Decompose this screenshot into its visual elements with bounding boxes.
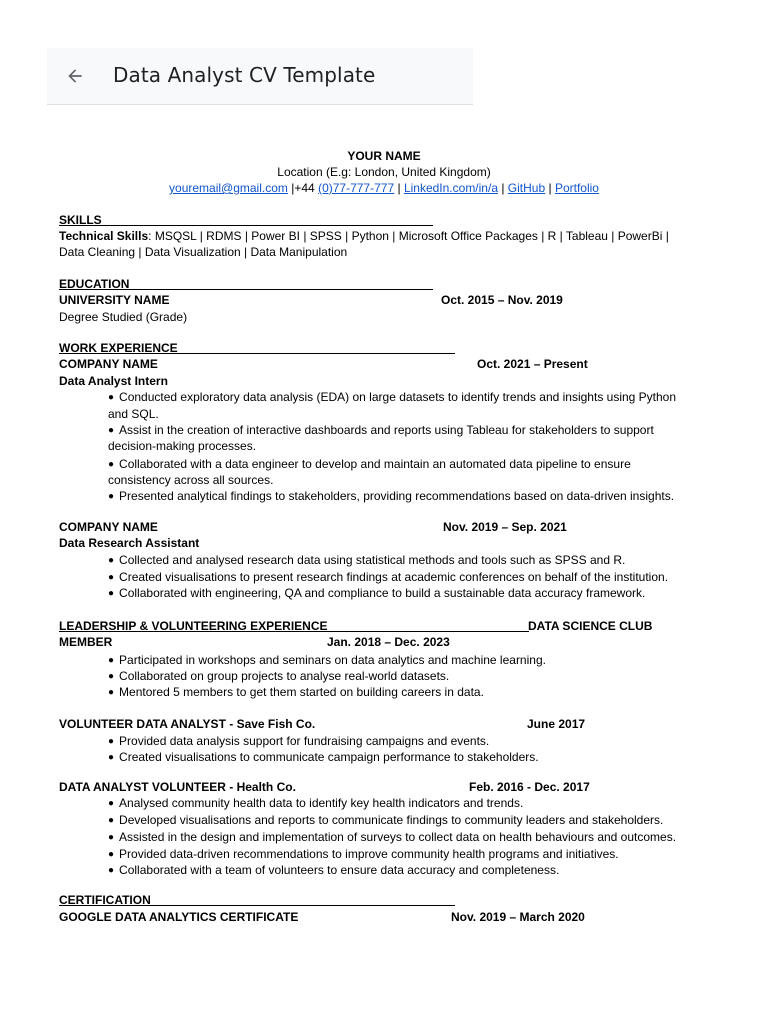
volunteer2-bullet-3: ● Assisted in the design and implementation of surveys to collect data on health behaviours and outcomes. xyxy=(108,829,676,847)
education-dates: Oct. 2015 – Nov. 2019 xyxy=(441,293,563,307)
volunteer1-org: - Save Fish Co. xyxy=(225,717,316,731)
job1-company: COMPANY NAME xyxy=(59,357,158,371)
job1-bullet-1-cont: and SQL. xyxy=(108,407,159,421)
phone-link[interactable]: (0)77-777-777 xyxy=(318,181,395,195)
skills-heading: SKILLS xyxy=(59,213,102,227)
back-button[interactable] xyxy=(61,62,89,90)
job1-dates: Oct. 2021 – Present xyxy=(477,357,588,371)
volunteer1-bullet-2: ● Created visualisations to communicate campaign performance to stakeholders. xyxy=(108,749,539,767)
cv-location: Location (E.g: London, United Kingdom) xyxy=(277,165,491,179)
volunteer2-header xyxy=(59,779,296,795)
skills-label: Technical Skills xyxy=(59,229,149,243)
phone-prefix: +44 xyxy=(294,181,315,195)
separator: | xyxy=(291,181,295,195)
education-heading: EDUCATION xyxy=(59,277,130,291)
certification-heading: CERTIFICATION xyxy=(59,893,151,907)
volunteer2-bullet-5: ● Collaborated with a team of volunteers to ensure data accuracy and completeness. xyxy=(108,862,559,880)
volunteer2-dates: Feb. 2016 - Dec. 2017 xyxy=(469,780,590,794)
volunteer1-title: VOLUNTEER DATA ANALYST xyxy=(59,717,226,731)
job1-role: Data Analyst Intern xyxy=(59,374,168,388)
job1-bullet-4: ● Presented analytical findings to stakeholders, providing recommendations based on data-driven insights. xyxy=(108,488,674,506)
separator: | xyxy=(501,181,508,195)
leadership-rule xyxy=(59,631,529,632)
volunteer2-bullet-4: ● Provided data-driven recommendations to improve community health programs and initiatives. xyxy=(108,846,619,864)
member-bullet-3: ● Mentored 5 members to get them started on building careers in data. xyxy=(108,684,484,702)
skills-line-2: Data Cleaning | Data Visualization | Data Manipulation xyxy=(59,245,348,259)
separator: | xyxy=(397,181,404,195)
skills-list: : MSQSL | RDMS | Power BI | SPSS | Python | Microsoft Office Packages | R | Tableau | PowerBi | xyxy=(148,229,669,243)
job1-bullet-1: ● Conducted exploratory data analysis (EDA) on large datasets to identify trends and insights using Python xyxy=(108,389,676,407)
certificate-dates: Nov. 2019 – March 2020 xyxy=(451,910,585,924)
member-bullet-2: ● Collaborated on group projects to analyse real-world datasets. xyxy=(108,668,449,686)
job1-bullet-2: ● Assist in the creation of interactive dashboards and reports using Tableau for stakeholders to support xyxy=(108,422,654,440)
volunteer1-dates: June 2017 xyxy=(527,717,586,731)
volunteer2-org: - Health Co. xyxy=(225,780,296,794)
job2-bullet-3: ● Collaborated with engineering, QA and compliance to build a sustainable data accuracy framework. xyxy=(108,585,645,603)
document-title: Data Analyst CV Template xyxy=(113,63,376,87)
certification-rule xyxy=(59,905,455,906)
job2-dates: Nov. 2019 – Sep. 2021 xyxy=(443,520,567,534)
university-name: UNIVERSITY NAME xyxy=(59,293,170,307)
volunteer2-bullet-2: ● Developed visualisations and reports to communicate findings to community leaders and stakeholders. xyxy=(108,812,663,830)
member-title: MEMBER xyxy=(59,635,113,649)
volunteer2-bullet-1: ● Analysed community health data to identify key health indicators and trends. xyxy=(108,795,523,813)
volunteer2-title: DATA ANALYST VOLUNTEER xyxy=(59,780,226,794)
email-link[interactable]: youremail@gmail.com xyxy=(169,181,288,195)
portfolio-link[interactable]: Portfolio xyxy=(554,181,599,195)
cv-name: YOUR NAME xyxy=(347,149,421,163)
leadership-heading: LEADERSHIP & VOLUNTEERING EXPERIENCE xyxy=(59,619,328,633)
job2-bullet-1: ● Collected and analysed research data using statistical methods and tools such as SPSS and R. xyxy=(108,552,625,570)
leadership-org: DATA SCIENCE CLUB xyxy=(528,619,653,633)
job1-bullet-2-cont: decision-making processes. xyxy=(108,439,257,453)
separator: | xyxy=(548,181,555,195)
skills-line-1 xyxy=(59,228,669,244)
github-link[interactable]: GitHub xyxy=(507,181,546,195)
degree: Degree Studied (Grade) xyxy=(59,310,188,324)
job2-bullet-2: ● Created visualisations to present research findings at academic conferences on behalf of the institution. xyxy=(108,569,668,587)
linkedin-link[interactable]: LinkedIn.com/in/a xyxy=(403,181,498,195)
job1-bullet-3: ● Collaborated with a data engineer to develop and maintain an automated data pipeline to ensure xyxy=(108,456,631,474)
certificate-name: GOOGLE DATA ANALYTICS CERTIFICATE xyxy=(59,910,299,924)
skills-rule xyxy=(59,225,433,226)
volunteer1-bullet-1: ● Provided data analysis support for fundraising campaigns and events. xyxy=(108,733,489,751)
member-dates: Jan. 2018 – Dec. 2023 xyxy=(327,635,450,649)
arrow-back-icon xyxy=(65,66,85,86)
contact-line xyxy=(0,180,768,196)
work-heading: WORK EXPERIENCE xyxy=(59,341,178,355)
volunteer1-header xyxy=(59,716,315,732)
job2-role: Data Research Assistant xyxy=(59,536,200,550)
job2-company: COMPANY NAME xyxy=(59,520,158,534)
member-bullet-1: ● Participated in workshops and seminars on data analytics and machine learning. xyxy=(108,652,546,670)
document-header-bar xyxy=(47,48,473,105)
education-rule xyxy=(59,289,433,290)
work-rule xyxy=(59,353,455,354)
job1-bullet-3-cont: consistency across all sources. xyxy=(108,473,274,487)
